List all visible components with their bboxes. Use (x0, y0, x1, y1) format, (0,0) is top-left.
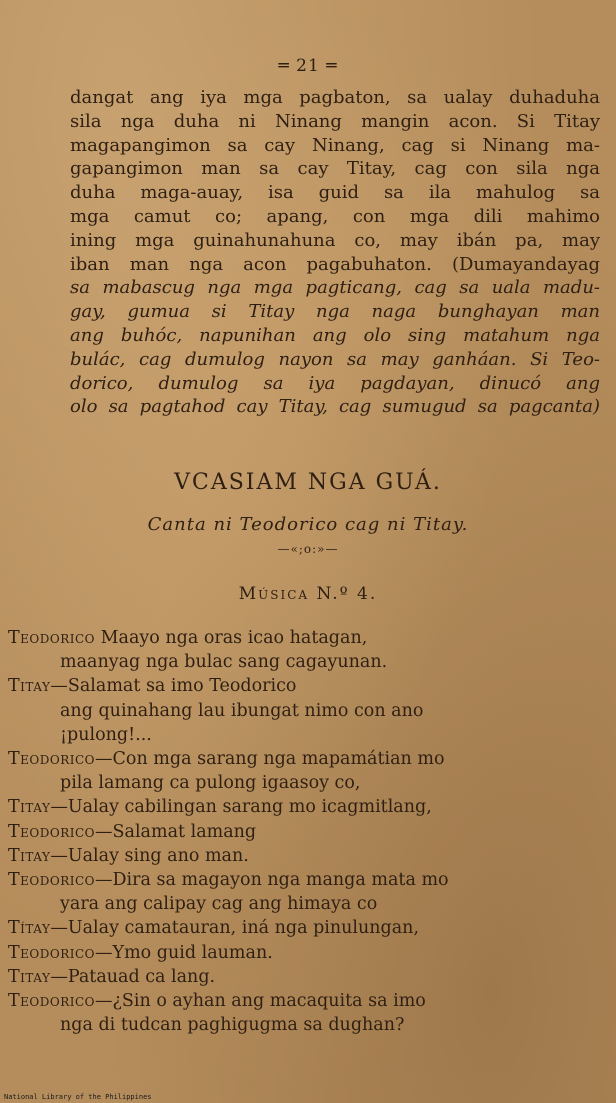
dialogue-line (8, 965, 608, 989)
dialogue-text: nga di tudcan paghigugma sa dughan? (60, 1015, 405, 1036)
library-footer: National Library of the Philippines (4, 1093, 152, 1101)
dialogue-text: maanyag nga bulac sang cagayunan. (60, 652, 388, 673)
scene-subheading: Canta ni Teodorico cag ni Titay. (147, 514, 469, 535)
prose-line: mga camut co; apang, con mga dili mahimo (70, 205, 600, 227)
dialogue-text: —Salamat sa imo Teodorico (50, 676, 297, 697)
dialogue-line (8, 1013, 608, 1037)
dialogue-text: pila lamang ca pulong igaasoy co, (60, 773, 361, 794)
dialogue-text: —Ualay sing ano man. (50, 845, 249, 866)
dialogue-block (8, 626, 608, 1037)
speaker-name: Titay (8, 797, 51, 818)
prose-line: sa mabascug nga mga pagticang, cag sa uala madu- (70, 277, 600, 299)
dialogue-line (8, 844, 608, 868)
prose-line: dangat ang iya mga pagbaton, sa ualay duhaduha (70, 87, 600, 108)
dialogue-text: ang quinahang lau ibungat nimo con ano (60, 700, 424, 721)
dialogue-line (8, 820, 608, 844)
prose-line: iban man nga acon pagabuhaton. (Dumayandayag (70, 253, 600, 275)
dialogue-text: ¡pulong!... (60, 724, 152, 745)
prose-line: ining mga guinahunahuna co, may ibán pa, may (70, 229, 600, 251)
dialogue-text: —Salamat lamang (95, 821, 257, 842)
prose-line: magapangimon sa cay Ninang, cag si Ninang ma- (70, 134, 600, 156)
speaker-name: Teodorico (8, 749, 96, 770)
dialogue-line (8, 868, 608, 892)
speaker-name: Titay (8, 845, 51, 866)
dialogue-line (8, 941, 608, 965)
prose-line: gay, gumua si Titay nga naga bunghayan man (70, 301, 600, 323)
dialogue-line (8, 795, 608, 819)
dialogue-line (8, 674, 608, 698)
speaker-name: Titay (8, 966, 51, 987)
dialogue-text: —Ymo guid lauman. (95, 942, 273, 963)
dialogue-line (8, 626, 608, 650)
dialogue-line (8, 650, 608, 674)
speaker-name: Teodorico (8, 991, 96, 1012)
dialogue-line (8, 699, 608, 723)
scene-heading: VCASIAM NGA GUÁ. (174, 470, 442, 495)
page-number: ═ 21 ═ (278, 56, 338, 76)
dialogue-line (8, 989, 608, 1013)
dialogue-text: —Ualay cabilingan sarang mo icagmitlang, (50, 797, 432, 818)
ornament-divider: —«;o:»— (277, 542, 339, 556)
prose-line: dorico, dumulog sa iya pagdayan, dinucó ang (70, 372, 600, 394)
prose-line: duha maga-auay, isa guid sa ila mahulog sa (70, 182, 600, 204)
music-label: Música N.º 4. (238, 584, 378, 604)
dialogue-text: —Ualay camatauran, iná nga pinulungan, (50, 918, 420, 939)
dialogue-line (8, 771, 608, 795)
prose-line: gapangimon man sa cay Titay, cag con sila nga (70, 158, 600, 180)
speaker-name: Teodorico (8, 942, 96, 963)
dialogue-text: —Dira sa magayon nga manga mata mo (95, 870, 449, 891)
speaker-name: Teodorico (8, 628, 96, 648)
prose-line: ang buhóc, napunihan ang olo sing matahum nga (70, 324, 600, 346)
dialogue-text: Maayo nga oras icao hatagan, (95, 628, 368, 648)
prose-paragraph (70, 86, 600, 419)
speaker-name: Títay (8, 918, 51, 939)
dialogue-text: —¿Sin o ayhan ang macaquita sa imo (95, 991, 426, 1012)
dialogue-text: —Patauad ca lang. (50, 966, 216, 987)
speaker-name: Teodorico (8, 870, 96, 891)
prose-line: sila nga duha ni Ninang mangin acon. Si Titay (70, 110, 600, 132)
prose-line: bulác, cag dumulog nayon sa may ganháan. Si Teo- (70, 348, 600, 370)
speaker-name: Titay (8, 676, 51, 697)
dialogue-line (8, 892, 608, 916)
dialogue-line (8, 747, 608, 771)
speaker-name: Teodorico (8, 821, 96, 842)
dialogue-text: yara ang calipay cag ang himaya co (60, 894, 378, 915)
dialogue-line (8, 916, 608, 940)
prose-line: olo sa pagtahod cay Titay, cag sumugud sa pagcanta) (70, 396, 600, 418)
dialogue-text: —Con mga sarang nga mapamátian mo (95, 749, 445, 770)
dialogue-line (8, 723, 608, 747)
